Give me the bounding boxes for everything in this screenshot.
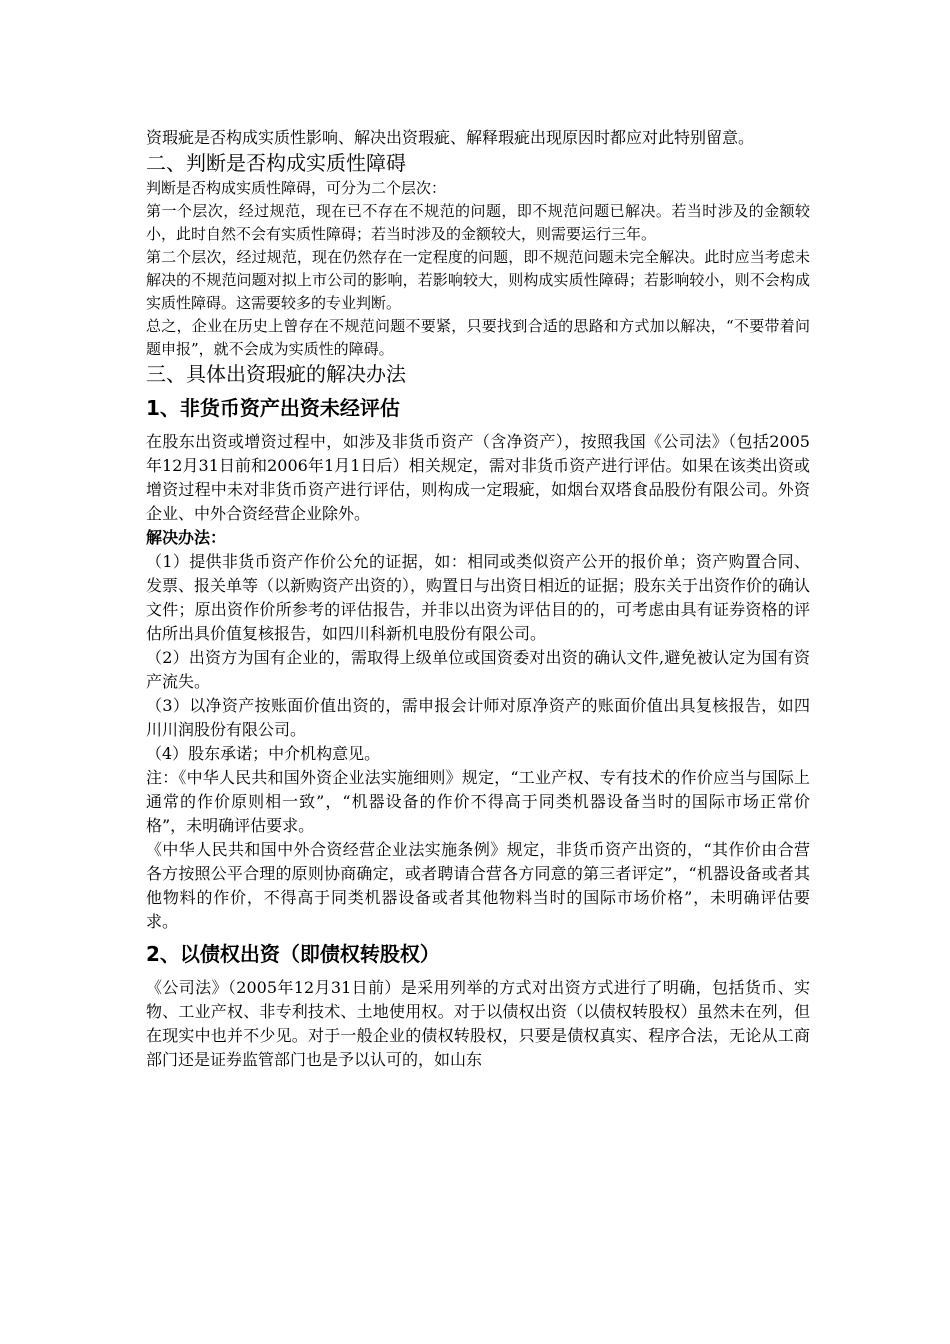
solution-item-1: （1）提供非货币资产作价公允的证据，如：相同或类似资产公开的报价单；资产购置合同、发票、报关单等（以新购资产出资的），购置日与出资日相近的证据；股东关于出资作价的确认文件；原出资作价所参考的评估报告，并非以出资为评估目的的，可考虑由具有证券资格的评估所出具价值复核报告，如四川科新机电股份有限公司。: [146, 552, 811, 643]
section-heading-3: 三、具体出资瑕疵的解决办法: [146, 362, 406, 386]
solution-item-3: （3）以净资产按账面价值出资的，需申报会计师对原净资产的账面价值出具复核报告，如四川川润股份有限公司。: [146, 696, 810, 739]
section-heading-2: 二、判断是否构成实质性障碍: [146, 151, 406, 175]
solution-item-4: （4）股东承诺；中介机构意见。: [146, 744, 381, 763]
solution-item-2: （2）出资方为国有企业的，需取得上级单位或国资委对出资的确认文件,避免被认定为国有资产流失。: [146, 648, 810, 691]
paragraph-intro: 资瑕疵是否构成实质性影响、解决出资瑕疵、解释瑕疵出现原因时都应对此特别留意。: [146, 128, 755, 147]
document-page: [146, 126, 810, 1072]
paragraph-summary: 总之，企业在历史上曾存在不规范问题不要紧，只要找到合适的思路和方式加以解决，“不要带着问题申报”，就不会成为实质性的障碍。: [146, 317, 810, 358]
paragraph-level-two: 第二个层次，经过规范，现在仍然存在一定程度的问题，即不规范问题未完全解决。此时应当考虑未解决的不规范问题对拟上市公司的影响，若影响较大，则构成实质性障碍；若影响较小，则不会构成实质性障碍。这需要较多的专业判断。: [146, 248, 810, 312]
paragraph-non-monetary: 在股东出资或增资过程中，如涉及非货币资产（含净资产），按照我国《公司法》（包括2005年12月31日前和2006年1月1日后）相关规定，需对非货币资产进行评估。如果在该类出资或增资过程中未对非货币资产进行评估，则构成一定瑕疵，如烟台双塔食品股份有限公司。外资企业、中外合资经营企业除外。: [146, 432, 810, 523]
note-foreign-enterprise: 注：《中华人民共和国外资企业法实施细则》规定，“工业产权、专有技术的作价应当与国际上通常的作价原则相一致”，“机器设备的作价不得高于同类机器设备当时的国际市场正常价格”，未明确评估要求。: [146, 768, 810, 835]
note-joint-venture: 《中华人民共和国中外合资经营企业法实施条例》规定，非货币资产出资的，“其作价由合营各方按照公平合理的原则协商确定，或者聘请合营各方同意的第三者评定”，“机器设备或者其他物料的作价，不得高于同类机器设备或者其他物料当时的国际市场价格”，未明确评估要求。: [146, 840, 810, 931]
paragraph-level-one: 第一个层次，经过规范，现在已不存在不规范的问题，即不规范问题已解决。若当时涉及的金额较小，此时自然不会有实质性障碍；若当时涉及的金额较大，则需要运行三年。: [146, 202, 810, 243]
paragraph-levels-intro: 判断是否构成实质性障碍，可分为二个层次：: [146, 179, 447, 197]
subsection-heading-2: 2、以债权出资（即债权转股权）: [146, 942, 440, 966]
paragraph-debt-to-equity: 《公司法》（2005年12月31日前）是采用列举的方式对出资方式进行了明确，包括货币、实物、工业产权、非专利技术、土地使用权。对于以债权出资（以债权转股权）虽然未在列，但在现实中也并不少见。对于一般企业的债权转股权，只要是债权真实、程序合法，无论从工商部门还是证券监管部门也是予以认可的，如山东: [146, 978, 810, 1069]
subsection-heading-1: 1、非货币资产出资未经评估: [146, 396, 400, 420]
solution-label: 解决办法：: [146, 528, 227, 547]
